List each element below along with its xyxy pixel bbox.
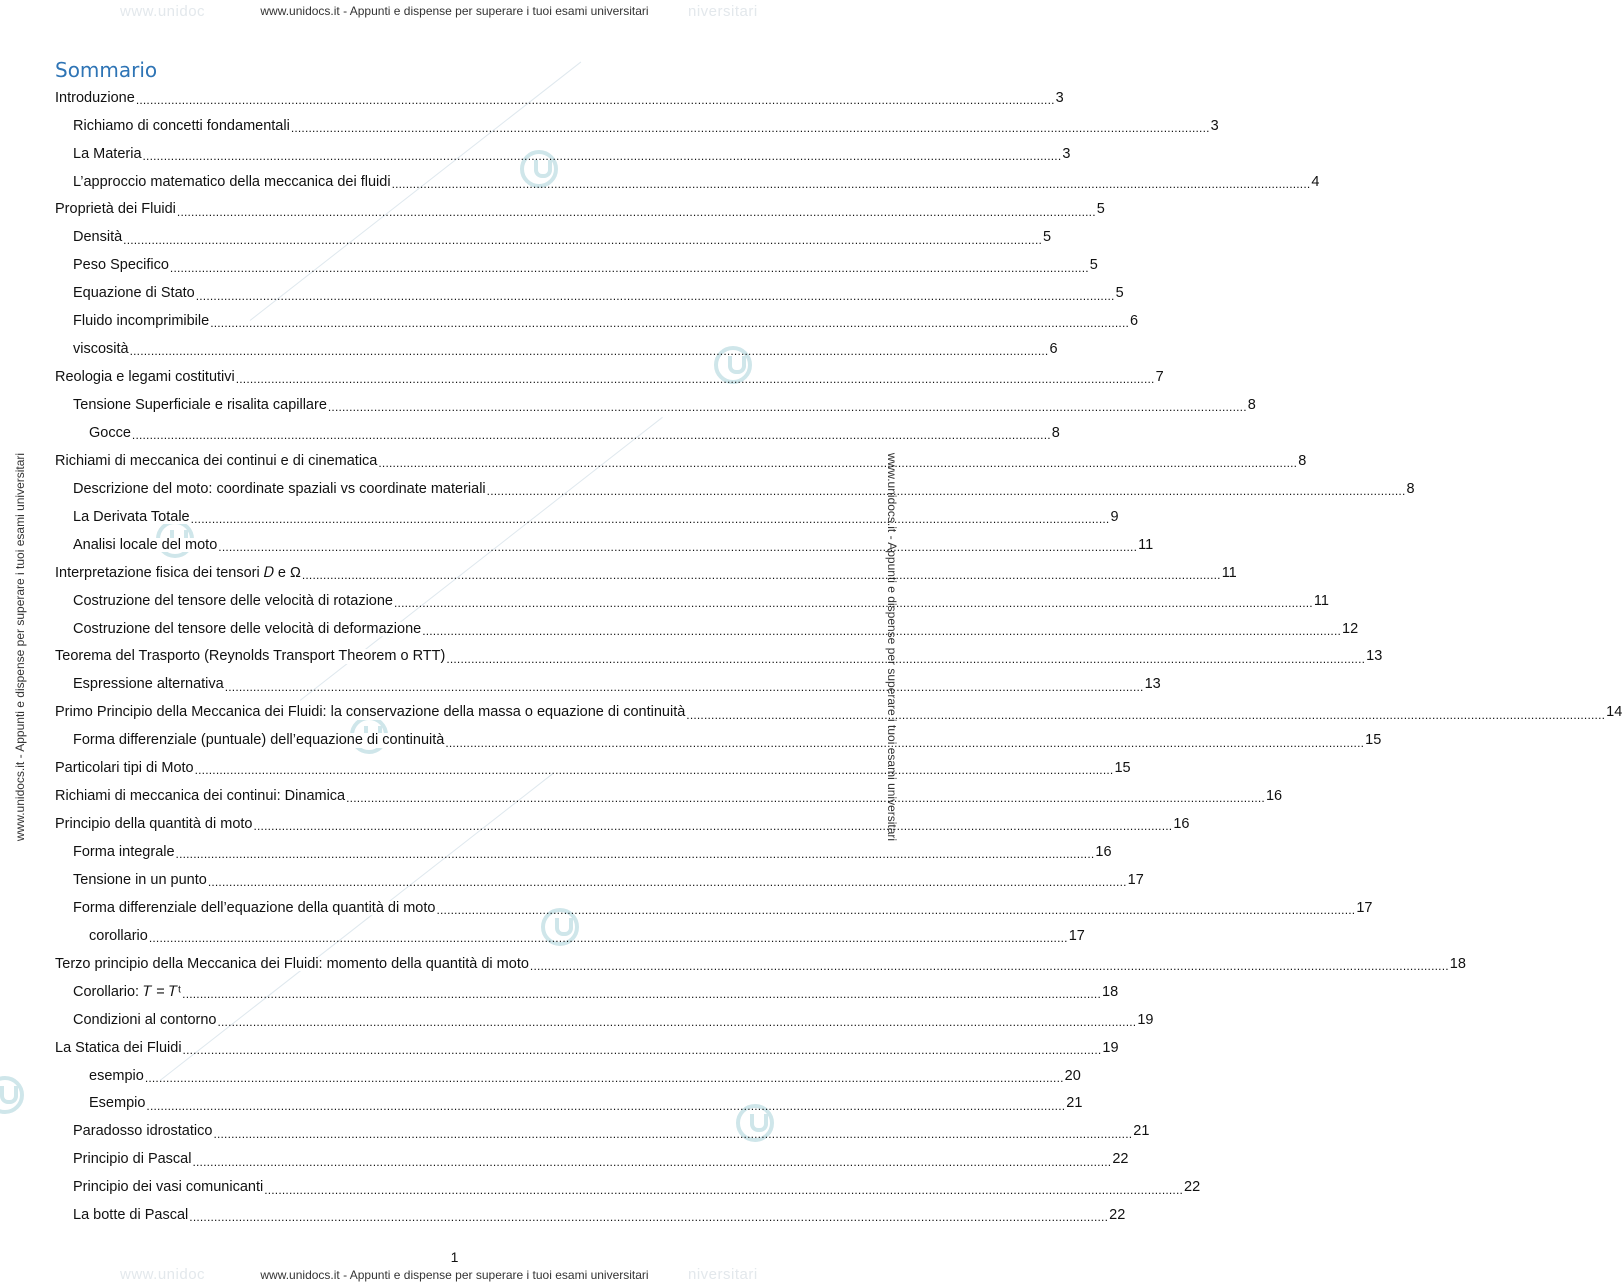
toc-leader-dots: .................................................................................................................................................................................................................................................................... [218,539,1138,554]
toc-entry-page: 19 [1102,1039,1119,1056]
toc-leader-dots: .................................................................................................................................................................................................................................................................... [144,1070,1064,1085]
toc-leader-dots: .................................................................................................................................................................................................................................................................... [327,400,1247,415]
toc-entry[interactable] [55,866,1144,894]
toc-entry-label: Gocce [89,424,131,441]
toc-leader-dots: .................................................................................................................................................................................................................................................................... [189,1210,1109,1225]
toc-entry-label: Interpretazione fisica dei tensori 𝐷 e Ω [55,564,301,581]
toc-entry[interactable] [55,1202,1126,1230]
toc-entry[interactable] [55,363,1164,391]
toc-entry-page: 17 [1356,899,1373,916]
toc-leader-dots: .................................................................................................................................................................................................................................................................... [686,707,1606,722]
toc-entry-label: Costruzione del tensore delle velocità di deformazione [73,620,422,637]
watermark-ghost-left-bottom: www.unidoc [120,1266,206,1283]
toc-leader-dots: .................................................................................................................................................................................................................................................................... [194,763,1114,778]
toc-leader-dots: .................................................................................................................................................................................................................................................................... [182,986,1101,1001]
toc-entry-label: Principio di Pascal [73,1151,192,1168]
toc-entry-page: 8 [1051,424,1060,441]
toc-leader-dots: .................................................................................................................................................................................................................................................................... [391,176,1311,191]
toc-entry-page: 3 [1055,89,1064,106]
toc-entry-page: 22 [1112,1151,1129,1168]
toc-entry-page: 14 [1606,704,1622,721]
toc-entry[interactable] [55,280,1124,308]
toc-entry-label: Fluido incomprimibile [73,313,210,330]
toc-entry-label: Tensione in un punto [73,871,207,888]
toc-entry[interactable] [55,419,1060,447]
toc-leader-dots: .................................................................................................................................................................................................................................................................... [436,903,1356,918]
toc-entry-page: 20 [1064,1067,1081,1084]
watermark-ghost-right: niversitari [688,3,758,20]
toc-entry-label: La botte di Pascal [73,1207,189,1224]
toc-entry[interactable] [55,587,1329,615]
toc-entry-page: 3 [1062,145,1071,162]
toc-entry-label: Proprietà dei Fluidi [55,201,176,218]
toc-entry[interactable] [55,447,1307,475]
toc-leader-dots: .................................................................................................................................................................................................................................................................... [422,623,1342,638]
toc-entry-page: 15 [1365,732,1382,749]
toc-entry[interactable] [55,699,1622,727]
toc-entry[interactable] [55,1146,1129,1174]
toc-entry[interactable] [55,671,1161,699]
toc-entry-label: Esempio [89,1095,146,1112]
toc-leader-dots: .................................................................................................................................................................................................................................................................... [148,931,1068,946]
toc-leader-dots: .................................................................................................................................................................................................................................................................... [142,148,1062,163]
toc-entry-page: 15 [1114,760,1131,777]
toc-entry-label: Costruzione del tensore delle velocità di rotazione [73,592,393,609]
toc-entry[interactable] [55,531,1154,559]
toc-entry[interactable] [55,335,1058,363]
toc-entry-label: Forma integrale [73,844,175,861]
toc-entry-page: 21 [1066,1095,1083,1112]
toc-leader-dots: .................................................................................................................................................................................................................................................................... [135,92,1055,107]
toc-entry-page: 9 [1110,508,1119,525]
toc-entry-label: La Statica dei Fluidi [55,1039,182,1056]
toc-entry[interactable] [55,810,1190,838]
toc-entry[interactable] [55,1034,1119,1062]
toc-entry-label: Terzo principio della Meccanica dei Fluidi: momento della quantità di moto [55,955,529,972]
toc-entry[interactable] [55,755,1131,783]
watermark-header: www.unidocs.it - Appunti e dispense per superare i tuoi esami universitari [260,4,649,18]
toc-entry-label: Peso Specifico [73,257,169,274]
toc-entry-label: La Materia [73,145,142,162]
toc-entry-page: 16 [1095,844,1112,861]
toc-leader-dots: .................................................................................................................................................................................................................................................................... [123,232,1043,247]
watermark-logo-icon [0,1076,24,1114]
toc-entry[interactable] [55,1062,1081,1090]
toc-entry[interactable] [55,1118,1150,1146]
toc-entry[interactable] [55,112,1219,140]
toc-entry-page: 8 [1406,480,1415,497]
toc-leader-dots: .................................................................................................................................................................................................................................................................... [378,456,1298,471]
toc-entry-label: Paradosso idrostatico [73,1123,213,1140]
watermark-ghost-left: www.unidoc [120,3,206,20]
toc-entry-page: 21 [1133,1123,1150,1140]
toc-leader-dots: .................................................................................................................................................................................................................................................................... [146,1098,1066,1113]
toc-entry-label: Principio della quantità di moto [55,816,253,833]
toc-entry[interactable] [55,308,1139,336]
toc-entry-label: Particolari tipi di Moto [55,760,194,777]
toc-entry-page: 4 [1311,173,1320,190]
toc-entry-label: Richiami di meccanica dei continui e di cinematica [55,452,378,469]
watermark-side-right: www.unidocs.it - Appunti e dispense per superare i tuoi esami universitari [885,452,899,842]
toc-entry[interactable] [55,727,1382,755]
toc-entry[interactable] [55,950,1466,978]
toc-entry-page: 5 [1089,257,1098,274]
toc-entry[interactable] [55,643,1383,671]
toc-leader-dots: .................................................................................................................................................................................................................................................................... [182,1042,1102,1057]
watermark-side-left: www.unidocs.it - Appunti e dispense per superare i tuoi esami universitari [13,452,27,842]
toc-entry-page: 5 [1115,285,1124,302]
toc-leader-dots: .................................................................................................................................................................................................................................................................... [169,260,1089,275]
toc-leader-dots: .................................................................................................................................................................................................................................................................... [129,344,1049,359]
toc-entry[interactable] [55,782,1283,810]
toc-entry-label: L’approccio matematico della meccanica dei fluidi [73,173,391,190]
toc-entry[interactable] [55,224,1052,252]
toc-entry[interactable] [55,168,1320,196]
toc-leader-dots: .................................................................................................................................................................................................................................................................... [446,651,1366,666]
toc-entry-page: 11 [1313,592,1329,609]
toc-leader-dots: .................................................................................................................................................................................................................................................................... [529,959,1449,974]
toc-entry-page: 16 [1173,816,1190,833]
toc-entry[interactable] [55,475,1415,503]
toc-entry-label: Richiami di meccanica dei continui: Dinamica [55,788,346,805]
toc-leader-dots: .................................................................................................................................................................................................................................................................... [175,847,1095,862]
toc-leader-dots: .................................................................................................................................................................................................................................................................... [253,819,1173,834]
toc-leader-dots: .................................................................................................................................................................................................................................................................... [213,1126,1133,1141]
toc-entry-page: 8 [1298,452,1307,469]
toc-entry-label: Equazione di Stato [73,285,195,302]
toc-entry-page: 11 [1221,564,1237,581]
toc-entry-page: 6 [1130,313,1139,330]
toc-leader-dots: .................................................................................................................................................................................................................................................................... [190,512,1110,527]
toc-entry-label: Introduzione [55,89,135,106]
toc-entry-label: Analisi locale del moto [73,536,218,553]
toc-entry[interactable] [55,503,1119,531]
toc-leader-dots: .................................................................................................................................................................................................................................................................... [210,316,1130,331]
watermark-ghost-right-bottom: niversitari [688,1266,758,1283]
toc-entry[interactable] [55,838,1112,866]
toc-entry-page: 16 [1265,788,1283,805]
toc-entry-label: Espressione alternativa [73,676,224,693]
toc-entry-page: 8 [1247,397,1256,414]
toc-entry-page: 17 [1068,927,1085,944]
toc-leader-dots: .................................................................................................................................................................................................................................................................... [445,735,1365,750]
toc-leader-dots: .................................................................................................................................................................................................................................................................... [176,204,1096,219]
toc-entry-page: 12 [1342,620,1359,637]
toc-entry[interactable] [55,559,1237,587]
toc-entry[interactable] [55,922,1085,950]
toc-entry-label: Primo Principio della Meccanica dei Fluidi: la conservazione della massa o equazione di continuità [55,704,686,721]
toc-leader-dots: .................................................................................................................................................................................................................................................................... [195,288,1115,303]
toc-entry-label: Tensione Superficiale e risalita capillare [73,397,327,414]
toc-entry-page: 18 [1449,955,1466,972]
toc-entry[interactable] [55,978,1119,1006]
toc-entry-label: Forma differenziale dell’equazione della quantità di moto [73,899,436,916]
toc-leader-dots: .................................................................................................................................................................................................................................................................... [394,595,1313,610]
toc-entry[interactable] [55,84,1064,112]
toc-leader-dots: .................................................................................................................................................................................................................................................................... [346,791,1265,806]
toc-entry-label: Forma differenziale (puntuale) dell’equazione di continuità [73,732,445,749]
toc-entry-label: La Derivata Totale [73,508,190,525]
toc-entry-page: 18 [1102,983,1119,1000]
page-number: 1 [450,1249,459,1265]
toc-leader-dots: .................................................................................................................................................................................................................................................................... [217,1014,1137,1029]
toc-entry-page: 19 [1137,1011,1154,1028]
toc-entry-label: Descrizione del moto: coordinate spaziali vs coordinate materiali [73,480,486,497]
toc-entry[interactable] [55,391,1256,419]
toc-entry-label: esempio [89,1067,144,1084]
toc-entry-page: 6 [1049,341,1058,358]
toc-entry-label: Principio dei vasi comunicanti [73,1179,264,1196]
toc-entry-label: viscosità [73,341,129,358]
toc-leader-dots: .................................................................................................................................................................................................................................................................... [301,567,1221,582]
toc-leader-dots: .................................................................................................................................................................................................................................................................... [264,1182,1184,1197]
toc-leader-dots: .................................................................................................................................................................................................................................................................... [290,120,1210,135]
toc-title: Sommario [55,58,158,82]
toc-entry-page: 13 [1366,648,1383,665]
toc-entry-label: Densità [73,229,123,246]
toc-entry-label: Corollario: 𝑇 = 𝑇ᵗ [73,983,182,1000]
toc-entry[interactable] [55,1174,1201,1202]
toc-entry[interactable] [55,1006,1154,1034]
toc-leader-dots: .................................................................................................................................................................................................................................................................... [131,428,1051,443]
toc-entry[interactable] [55,196,1105,224]
toc-entry-page: 5 [1096,201,1105,218]
toc-entry[interactable] [55,252,1098,280]
toc-entry[interactable] [55,615,1359,643]
toc-entry-page: 11 [1138,536,1154,553]
toc-entry-label: corollario [89,927,148,944]
toc-leader-dots: .................................................................................................................................................................................................................................................................... [235,372,1155,387]
toc-entry-page: 7 [1155,369,1164,386]
toc-entry-page: 5 [1043,229,1052,246]
watermark-footer: www.unidocs.it - Appunti e dispense per superare i tuoi esami universitari [260,1268,649,1282]
toc-entry-label: Richiamo di concetti fondamentali [73,117,290,134]
toc-entry[interactable] [55,1090,1083,1118]
toc-entry-page: 22 [1184,1179,1201,1196]
toc-leader-dots: .................................................................................................................................................................................................................................................................... [224,679,1144,694]
toc-entry-page: 22 [1109,1207,1126,1224]
toc-leader-dots: .................................................................................................................................................................................................................................................................... [207,875,1127,890]
toc-entry-label: Condizioni al contorno [73,1011,217,1028]
toc-entry[interactable] [55,894,1373,922]
toc-entry[interactable] [55,140,1071,168]
toc-entry-label: Reologia e legami costitutivi [55,369,235,386]
toc-leader-dots: .................................................................................................................................................................................................................................................................... [192,1154,1112,1169]
toc-entry-page: 3 [1210,117,1219,134]
toc-entry-label: Teorema del Trasporto (Reynolds Transport Theorem o RTT) [55,648,446,665]
toc-entry-page: 13 [1144,676,1161,693]
toc-leader-dots: .................................................................................................................................................................................................................................................................... [486,484,1406,499]
toc-entry-page: 17 [1127,871,1144,888]
